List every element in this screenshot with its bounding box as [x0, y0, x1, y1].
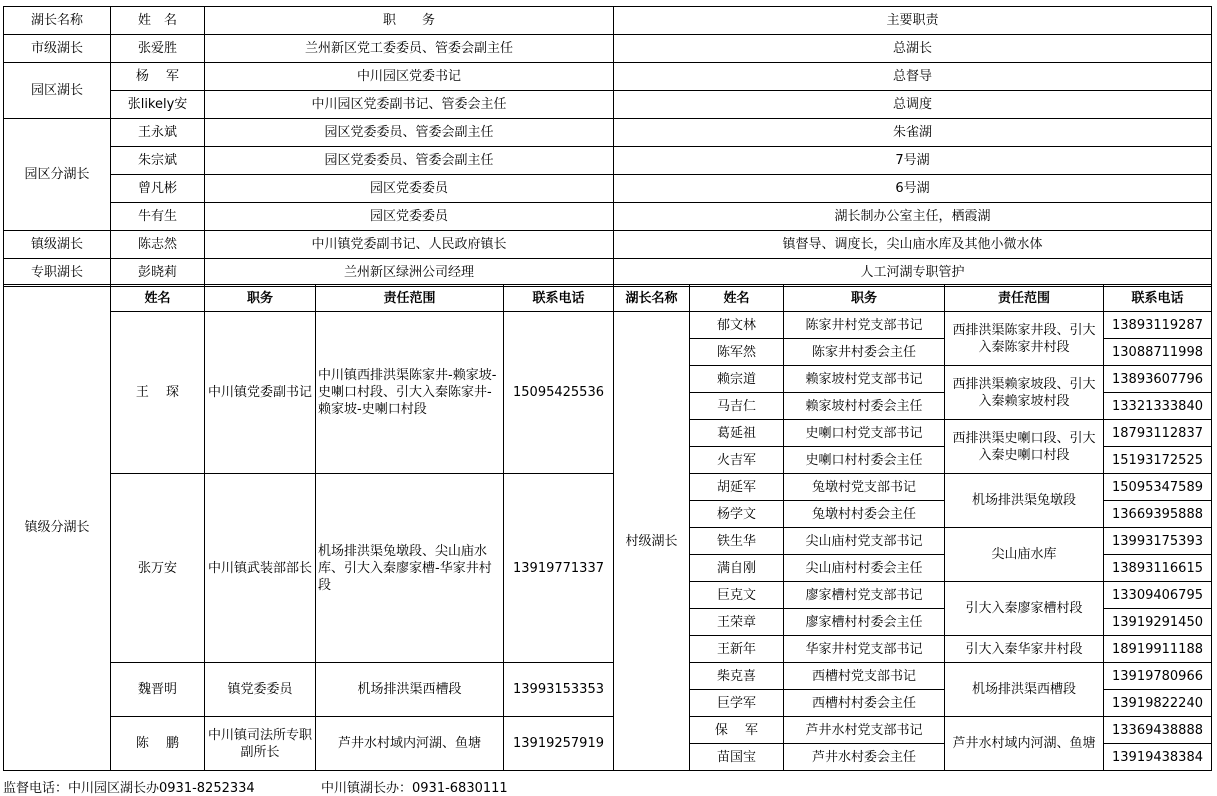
header-position: 职务	[784, 285, 945, 312]
position-cell: 园区党委委员	[205, 175, 614, 203]
role-cell: 专职湖长	[4, 259, 111, 287]
position-cell: 中川镇党委副书记、人民政府镇长	[205, 231, 614, 259]
footer	[3, 777, 508, 796]
village-scope-cell: 引大入秦华家井村段	[945, 636, 1104, 663]
table-row	[4, 35, 1212, 63]
duty-cell: 6号湖	[614, 175, 1212, 203]
table-row	[4, 91, 1212, 119]
village-phone-cell: 15095347589	[1104, 474, 1212, 501]
name-cell: 杨 军	[111, 63, 205, 91]
duty-cell: 朱雀湖	[614, 119, 1212, 147]
village-name-cell: 马吉仁	[690, 393, 784, 420]
table-row	[4, 63, 1212, 91]
role-cell: 镇级湖长	[4, 231, 111, 259]
town-scope-cell: 中川镇西排洪渠陈家井-赖家坡-史喇口村段、引大入秦陈家井-赖家坡-史喇口村段	[316, 312, 504, 474]
village-position-cell: 尖山庙村党支部书记	[784, 528, 945, 555]
supervision-phone: 监督电话：中川园区湖长办0931-8252334	[3, 781, 255, 796]
village-phone-cell: 18793112837	[1104, 420, 1212, 447]
header-name: 姓名	[690, 285, 784, 312]
village-name-cell: 王荣章	[690, 609, 784, 636]
village-position-cell: 兔墩村党支部书记	[784, 474, 945, 501]
header-name: 姓名	[111, 285, 205, 312]
role-cell: 园区湖长	[4, 63, 111, 119]
village-name-cell: 巨克文	[690, 582, 784, 609]
position-cell: 园区党委委员	[205, 203, 614, 231]
name-cell: 陈志然	[111, 231, 205, 259]
duty-cell: 总湖长	[614, 35, 1212, 63]
name-cell: 曾凡彬	[111, 175, 205, 203]
position-cell: 园区党委委员、管委会副主任	[205, 119, 614, 147]
village-position-cell: 芦井水村委会主任	[784, 744, 945, 771]
village-phone-cell: 13919291450	[1104, 609, 1212, 636]
village-phone-cell: 13893116615	[1104, 555, 1212, 582]
header-name: 姓 名	[111, 7, 205, 35]
table-row	[4, 147, 1212, 175]
role-cell: 园区分湖长	[4, 119, 111, 231]
village-position-cell: 廖家槽村村委会主任	[784, 609, 945, 636]
village-name-cell: 苗国宝	[690, 744, 784, 771]
town-office-phone: 中川镇湖长办：0931-6830111	[321, 781, 508, 796]
town-scope-cell: 机场排洪渠兔墩段、尖山庙水库、引大入秦廖家槽-华家井村段	[316, 474, 504, 663]
village-name-cell: 铁生华	[690, 528, 784, 555]
town-phone-cell: 13993153353	[504, 663, 614, 717]
village-position-cell: 廖家槽村党支部书记	[784, 582, 945, 609]
top-chief-table	[3, 6, 1212, 287]
village-scope-cell: 机场排洪渠兔墩段	[945, 474, 1104, 528]
bottom-chief-table	[3, 284, 1212, 771]
name-cell: 彭晓莉	[111, 259, 205, 287]
name-cell: 牛有生	[111, 203, 205, 231]
village-name-cell: 赖宗道	[690, 366, 784, 393]
position-cell: 中川园区党委书记	[205, 63, 614, 91]
village-name-cell: 葛延祖	[690, 420, 784, 447]
village-name-cell: 郁文林	[690, 312, 784, 339]
town-position-cell: 中川镇司法所专职副所长	[205, 717, 316, 771]
village-scope-cell: 西排洪渠陈家井段、引大入秦陈家井村段	[945, 312, 1104, 366]
table-row	[4, 717, 1212, 744]
village-scope-cell: 尖山庙水库	[945, 528, 1104, 582]
village-scope-cell: 引大入秦廖家槽村段	[945, 582, 1104, 636]
name-cell: 张likely安	[111, 91, 205, 119]
town-name-cell: 魏晋明	[111, 663, 205, 717]
village-phone-cell: 13321333840	[1104, 393, 1212, 420]
village-name-cell: 保 军	[690, 717, 784, 744]
header-position: 职务	[205, 285, 316, 312]
village-chief-role: 村级湖长	[614, 312, 690, 771]
table-row	[4, 231, 1212, 259]
top-header-row	[4, 7, 1212, 35]
header-scope: 责任范围	[945, 285, 1104, 312]
village-scope-cell: 芦井水村域内河湖、鱼塘	[945, 717, 1104, 771]
table-row	[4, 203, 1212, 231]
village-position-cell: 西槽村党支部书记	[784, 663, 945, 690]
village-phone-cell: 13088711998	[1104, 339, 1212, 366]
header-scope: 责任范围	[316, 285, 504, 312]
table-row	[4, 119, 1212, 147]
village-name-cell: 王新年	[690, 636, 784, 663]
duty-cell: 总调度	[614, 91, 1212, 119]
duty-cell: 湖长制办公室主任，栖霞湖	[614, 203, 1212, 231]
village-position-cell: 尖山庙村村委会主任	[784, 555, 945, 582]
village-phone-cell: 13919438384	[1104, 744, 1212, 771]
village-phone-cell: 15193172525	[1104, 447, 1212, 474]
village-phone-cell: 13893119287	[1104, 312, 1212, 339]
town-name-cell: 陈 鹏	[111, 717, 205, 771]
village-phone-cell: 13309406795	[1104, 582, 1212, 609]
village-position-cell: 华家井村党支部书记	[784, 636, 945, 663]
town-sub-chief-role: 镇级分湖长	[4, 285, 111, 771]
town-scope-cell: 机场排洪渠西槽段	[316, 663, 504, 717]
village-position-cell: 赖家坡村村委会主任	[784, 393, 945, 420]
village-phone-cell: 18919911188	[1104, 636, 1212, 663]
village-position-cell: 赖家坡村党支部书记	[784, 366, 945, 393]
village-position-cell: 陈家井村党支部书记	[784, 312, 945, 339]
village-scope-cell: 西排洪渠赖家坡段、引大入秦赖家坡村段	[945, 366, 1104, 420]
position-cell: 兰州新区绿洲公司经理	[205, 259, 614, 287]
village-position-cell: 西槽村村委会主任	[784, 690, 945, 717]
header-phone: 联系电话	[504, 285, 614, 312]
village-position-cell: 史喇口村村委会主任	[784, 447, 945, 474]
village-name-cell: 巨学军	[690, 690, 784, 717]
duty-cell: 7号湖	[614, 147, 1212, 175]
header-role: 湖长名称	[614, 285, 690, 312]
header-duty: 主要职责	[614, 7, 1212, 35]
village-phone-cell: 13919780966	[1104, 663, 1212, 690]
town-name-cell: 张万安	[111, 474, 205, 663]
village-name-cell: 陈军然	[690, 339, 784, 366]
village-position-cell: 陈家井村委会主任	[784, 339, 945, 366]
village-phone-cell: 13669395888	[1104, 501, 1212, 528]
role-cell: 市级湖长	[4, 35, 111, 63]
position-cell: 中川园区党委副书记、管委会主任	[205, 91, 614, 119]
duty-cell: 镇督导、调度长，尖山庙水库及其他小微水体	[614, 231, 1212, 259]
bottom-header-row	[4, 285, 1212, 312]
village-phone-cell: 13893607796	[1104, 366, 1212, 393]
header-position: 职 务	[205, 7, 614, 35]
name-cell: 朱宗斌	[111, 147, 205, 175]
town-position-cell: 镇党委委员	[205, 663, 316, 717]
name-cell: 王永斌	[111, 119, 205, 147]
town-phone-cell: 13919257919	[504, 717, 614, 771]
table-row	[4, 312, 1212, 339]
header-role: 湖长名称	[4, 7, 111, 35]
town-name-cell: 王 琛	[111, 312, 205, 474]
village-name-cell: 满自刚	[690, 555, 784, 582]
village-phone-cell: 13919822240	[1104, 690, 1212, 717]
name-cell: 张爱胜	[111, 35, 205, 63]
village-phone-cell: 13369438888	[1104, 717, 1212, 744]
town-scope-cell: 芦井水村域内河湖、鱼塘	[316, 717, 504, 771]
table-row	[4, 259, 1212, 287]
position-cell: 兰州新区党工委委员、管委会副主任	[205, 35, 614, 63]
village-scope-cell: 机场排洪渠西槽段	[945, 663, 1104, 717]
table-row	[4, 663, 1212, 690]
village-name-cell: 火吉军	[690, 447, 784, 474]
table-row	[4, 175, 1212, 203]
header-phone: 联系电话	[1104, 285, 1212, 312]
village-phone-cell: 13993175393	[1104, 528, 1212, 555]
table-row	[4, 474, 1212, 501]
duty-cell: 总督导	[614, 63, 1212, 91]
town-phone-cell: 15095425536	[504, 312, 614, 474]
village-scope-cell: 西排洪渠史喇口段、引大入秦史喇口村段	[945, 420, 1104, 474]
village-name-cell: 胡延军	[690, 474, 784, 501]
village-position-cell: 史喇口村党支部书记	[784, 420, 945, 447]
town-position-cell: 中川镇党委副书记	[205, 312, 316, 474]
village-position-cell: 兔墩村村委会主任	[784, 501, 945, 528]
town-position-cell: 中川镇武装部部长	[205, 474, 316, 663]
town-phone-cell: 13919771337	[504, 474, 614, 663]
duty-cell: 人工河湖专职管护	[614, 259, 1212, 287]
village-name-cell: 柴克喜	[690, 663, 784, 690]
village-name-cell: 杨学文	[690, 501, 784, 528]
position-cell: 园区党委委员、管委会副主任	[205, 147, 614, 175]
village-position-cell: 芦井水村党支部书记	[784, 717, 945, 744]
